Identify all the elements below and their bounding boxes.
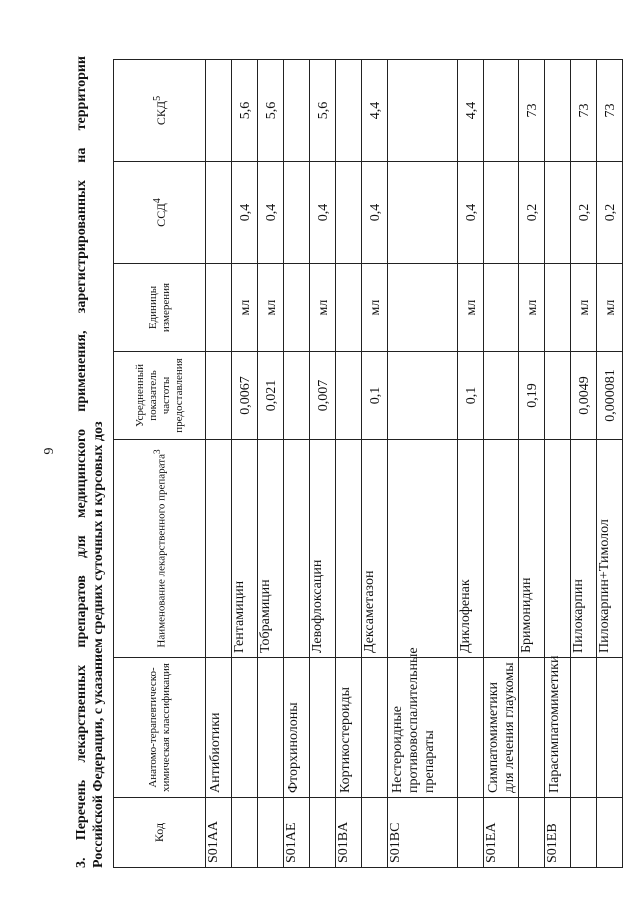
cell-unit [284, 264, 310, 352]
cell-freq [336, 352, 362, 440]
cell-drug [336, 440, 362, 658]
cell-drug: Гентамицин [232, 440, 258, 658]
header-frequency: Усредненный показатель частоты предоставления [114, 352, 206, 440]
page-number: 6 [40, 447, 55, 455]
cell-atc [519, 658, 545, 798]
cell-freq [284, 352, 310, 440]
cell-code: S01AA [206, 798, 232, 868]
cell-code [571, 798, 597, 868]
table-row [206, 60, 232, 868]
header-drug-name-text: Наименование лекарственного препарата [155, 453, 168, 648]
cell-freq [388, 352, 458, 440]
table-row [597, 60, 623, 868]
cell-atc [232, 658, 258, 798]
cell-ssd: 0,4 [258, 162, 284, 264]
cell-ssd [545, 162, 571, 264]
cell-freq: 0,1 [362, 352, 388, 440]
cell-unit: мл [597, 264, 623, 352]
cell-ssd: 0,2 [519, 162, 545, 264]
cell-atc [310, 658, 336, 798]
cell-freq [484, 352, 519, 440]
cell-skd: 5,6 [232, 60, 258, 162]
table-row [545, 60, 571, 868]
cell-drug [206, 440, 232, 658]
heading-line-2: Российской Федерации, с указанием средних суточных и курсовых доз [91, 421, 106, 868]
cell-skd [284, 60, 310, 162]
table-row [388, 60, 458, 868]
cell-freq: 0,021 [258, 352, 284, 440]
cell-ssd [206, 162, 232, 264]
cell-code [597, 798, 623, 868]
cell-drug [545, 440, 571, 658]
cell-freq: 0,000081 [597, 352, 623, 440]
cell-code [232, 798, 258, 868]
cell-unit: мл [258, 264, 284, 352]
header-ssd [114, 162, 206, 264]
header-ssd-footnote: 4 [152, 198, 163, 204]
cell-atc [258, 658, 284, 798]
cell-drug [388, 440, 458, 658]
cell-unit [206, 264, 232, 352]
cell-code [362, 798, 388, 868]
cell-atc: Нестероидные противовоспалительные препараты [388, 658, 458, 798]
cell-unit [545, 264, 571, 352]
cell-freq: 0,19 [519, 352, 545, 440]
cell-unit: мл [362, 264, 388, 352]
cell-code [310, 798, 336, 868]
cell-atc: Фторхинолоны [284, 658, 310, 798]
cell-ssd [388, 162, 458, 264]
header-skd-text: СКД [154, 100, 168, 126]
cell-skd: 5,6 [258, 60, 284, 162]
table-row [458, 60, 484, 868]
drug-dose-table [113, 59, 623, 868]
cell-atc [362, 658, 388, 798]
cell-ssd: 0,4 [458, 162, 484, 264]
cell-drug: Пилокарпин+Тимолол [597, 440, 623, 658]
cell-drug: Левофлоксацин [310, 440, 336, 658]
header-drug-footnote: 3 [151, 449, 162, 454]
cell-code: S01EB [545, 798, 571, 868]
cell-drug: Диклофенак [458, 440, 484, 658]
cell-freq: 0,007 [310, 352, 336, 440]
table-row [484, 60, 519, 868]
cell-code [458, 798, 484, 868]
cell-atc: Парасимпатомиметики [545, 658, 571, 798]
cell-ssd: 0,2 [597, 162, 623, 264]
cell-atc [458, 658, 484, 798]
cell-freq [206, 352, 232, 440]
table-row [232, 60, 258, 868]
table-row [571, 60, 597, 868]
cell-unit: мл [310, 264, 336, 352]
cell-code: S01BA [336, 798, 362, 868]
header-ssd-text: ССД [154, 203, 168, 227]
cell-atc [571, 658, 597, 798]
cell-drug: Тобрамицин [258, 440, 284, 658]
table-row [258, 60, 284, 868]
cell-unit: мл [571, 264, 597, 352]
cell-code: S01BC [388, 798, 458, 868]
cell-skd [388, 60, 458, 162]
cell-skd: 4,4 [362, 60, 388, 162]
header-skd [114, 60, 206, 162]
table-row [284, 60, 310, 868]
cell-ssd: 0,4 [310, 162, 336, 264]
cell-skd: 5,6 [310, 60, 336, 162]
cell-atc [597, 658, 623, 798]
cell-drug [484, 440, 519, 658]
cell-atc: Симпатомиметики для лечения глаукомы [484, 658, 519, 798]
cell-code [258, 798, 284, 868]
cell-unit: мл [232, 264, 258, 352]
table-row [519, 60, 545, 868]
cell-code: S01EA [484, 798, 519, 868]
cell-atc: Антибиотики [206, 658, 232, 798]
cell-freq: 0,0049 [571, 352, 597, 440]
section-heading [73, 56, 107, 868]
rotated-page-content [65, 50, 640, 870]
cell-ssd [336, 162, 362, 264]
cell-unit [484, 264, 519, 352]
header-drug-name [114, 440, 206, 658]
header-code: Код [114, 798, 206, 868]
cell-unit: мл [519, 264, 545, 352]
cell-skd [484, 60, 519, 162]
header-skd-footnote: 5 [152, 95, 163, 101]
cell-freq [545, 352, 571, 440]
cell-drug [284, 440, 310, 658]
cell-freq: 0,0067 [232, 352, 258, 440]
cell-ssd: 0,4 [362, 162, 388, 264]
table-header-row [114, 60, 206, 868]
table-row [336, 60, 362, 868]
cell-drug: Бримонидин [519, 440, 545, 658]
table-row [310, 60, 336, 868]
cell-unit: мл [458, 264, 484, 352]
cell-skd: 73 [571, 60, 597, 162]
cell-unit [388, 264, 458, 352]
cell-drug: Пилокарпин [571, 440, 597, 658]
cell-ssd [484, 162, 519, 264]
cell-skd [336, 60, 362, 162]
table-row [362, 60, 388, 868]
cell-skd [206, 60, 232, 162]
header-unit: Единицы измерения [114, 264, 206, 352]
cell-skd: 73 [519, 60, 545, 162]
cell-skd [545, 60, 571, 162]
cell-code [519, 798, 545, 868]
cell-skd: 73 [597, 60, 623, 162]
cell-unit [336, 264, 362, 352]
cell-ssd: 0,4 [232, 162, 258, 264]
cell-skd: 4,4 [458, 60, 484, 162]
cell-freq: 0,1 [458, 352, 484, 440]
header-atc-classification: Анатомо-терапевтическо-химическая классификация [114, 658, 206, 798]
cell-ssd [284, 162, 310, 264]
heading-line-1: 3. Перечень лекарственных препаратов для медицинского применения, зарегистрированных на территории [74, 56, 89, 868]
cell-ssd: 0,2 [571, 162, 597, 264]
cell-drug: Дексаметазон [362, 440, 388, 658]
cell-code: S01AE [284, 798, 310, 868]
cell-atc: Кортикостероиды [336, 658, 362, 798]
